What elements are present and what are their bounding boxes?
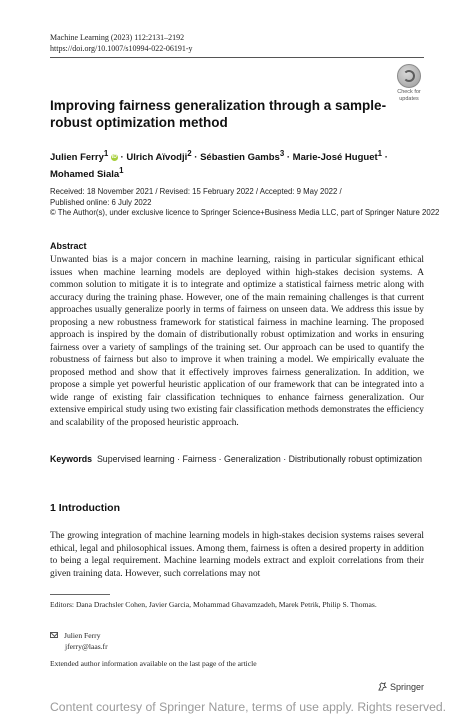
editors-note: Editors: Dana Drachsler Cohen, Javier Garcia, Mohammad Ghavamzadeh, Marek Petrik, Philip S. Thomas. (50, 600, 377, 609)
check-for-updates-label: Check for updates (397, 89, 421, 102)
check-for-updates-badge[interactable] (393, 64, 425, 104)
abstract-text: Unwanted bias is a major concern in machine learning, raising in particular significant ethical issues when machine learning models are deployed within high-stakes decision systems. A common solution to mitigate it is to integrate and optimize a statistical fairness metric along with accuracy during the training phase. However, one of the main remaining challenges is that current approaches usually generalize poorly in terms of fairness on unseen data. We address this issue by proposing a new robustness framework for statistical fairness in machine learning. The proposed approach is inspired by the domain of distributionally robust optimization and works in ensuring fairness over a variety of samplings of the training set. Our approach can be used to quantify the robustness of fairness but also to improve it when training a model. We empirically evaluate the proposed method and show that it effectively improves fairness generalization. In addition, we propose a simple yet powerful heuristic application of our framework that can be integrated into a wide range of existing fair classification techniques to enhance fairness generalization. Our extensive empirical study using two existing fair classification methods demonstrates the efficiency and scalability of the proposed heuristic approach. (50, 255, 424, 428)
article-history (50, 187, 440, 219)
affiliation-mark: 1 (103, 149, 109, 158)
author-name[interactable]: · Sébastien Gambs (191, 152, 280, 164)
affiliation-mark: 2 (187, 149, 192, 158)
contact-email[interactable]: jferry@laas.fr (65, 641, 108, 651)
affiliation-mark: 1 (119, 166, 124, 176)
article-title: Improving fairness generalization through a sample-robust optimization method (50, 98, 387, 130)
courtesy-watermark: Content courtesy of Springer Nature, terms of use apply. Rights reserved. (50, 700, 447, 714)
author-list (50, 147, 430, 181)
journal-citation (50, 32, 193, 54)
corresponding-author (50, 631, 108, 652)
introduction-text: The growing integration of machine learning models in high-stakes decision systems raises several ethical, legal and philosophical issues. Among them, fairness is often a desired property in addition to being a legal requirement. Machine learning models extract and exploit correlations from their given training data. However, such correlations may not (50, 531, 424, 579)
extended-info-note: Extended author information available on the last page of the article (50, 659, 257, 668)
springer-logo (378, 682, 424, 692)
author-name[interactable]: · Ulrich Aïvodji (117, 152, 188, 164)
author-name[interactable]: Julien Ferry (50, 152, 104, 164)
received-dates: Received: 18 November 2021 / Revised: 15 February 2022 / Accepted: 9 May 2022 / (50, 187, 342, 196)
section-heading: 1 Introduction (50, 502, 120, 514)
keywords-label: Keywords (50, 454, 93, 464)
author-name[interactable]: · Mohamed Siala (50, 152, 388, 181)
publisher-name: Springer (390, 682, 425, 692)
abstract-heading: Abstract (50, 241, 87, 251)
journal-line: Machine Learning (2023) 112:2131–2192 (50, 33, 185, 42)
doi-link[interactable]: https://doi.org/10.1007/s10994-022-06191-y (50, 44, 193, 53)
copyright-line: © The Author(s), under exclusive licence to Springer Science+Business Media LLC, part of Springer Nature 2022 (50, 208, 440, 218)
keywords (50, 453, 424, 466)
header-divider (50, 57, 424, 58)
keywords-list: Supervised learning · Fairness · Generalization · Distributionally robust optimization (96, 454, 423, 464)
footnote-divider (50, 594, 110, 595)
author-name[interactable]: · Marie-José Huguet (284, 152, 378, 164)
check-for-updates-icon (397, 64, 421, 88)
affiliation-mark: 1 (377, 149, 383, 158)
springer-horse-icon (378, 682, 387, 691)
affiliation-mark: 3 (279, 149, 285, 158)
published-date: Published online: 6 July 2022 (50, 197, 152, 207)
contact-name: Julien Ferry (64, 631, 101, 640)
orcid-icon[interactable]: iD (111, 154, 117, 161)
envelope-icon (50, 632, 58, 638)
